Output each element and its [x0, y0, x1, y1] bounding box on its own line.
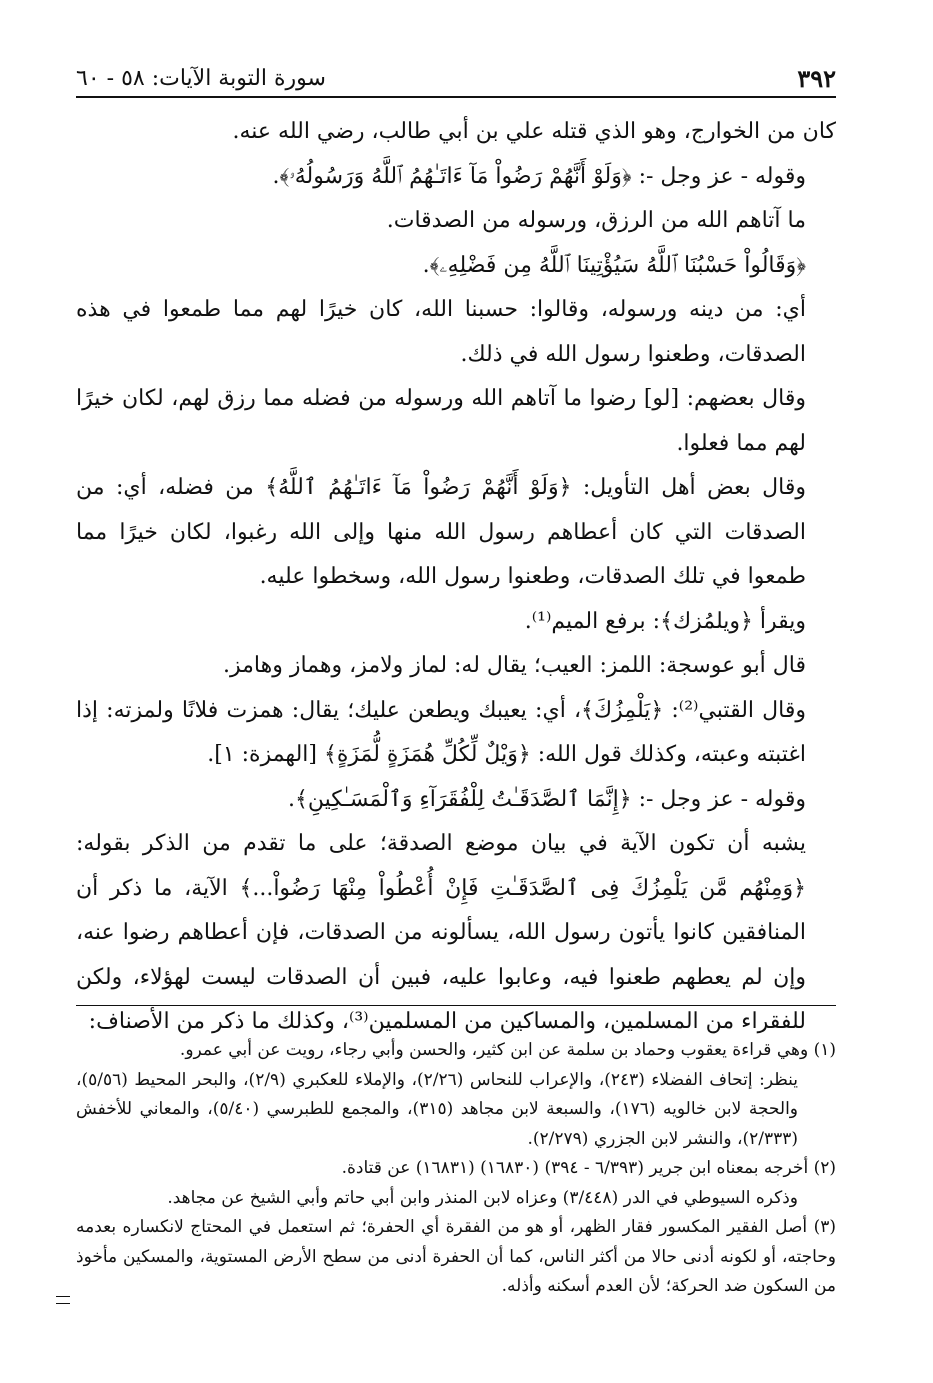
- body-paragraph: يشبه أن تكون الآية في بيان موضع الصدقة؛ على ما تقدم من الذكر بقوله: ﴿وَمِنْهُم مَّن يَلْمِزُكَ فِى ٱلصَّدَقَـٰتِ فَإِنْ أُعْطُواْ مِنْهَا رَضُواْ...﴾ الآية، ما ذكر أن المنافقين كانوا يأتون رسول الله، يسألونه من الصدقات، فإن أعطاهم رضوا عنه، وإن لم يعطهم طعنوا فيه، وعابوا عليه، فبين أن الصدقات ليست لهؤلاء، ولكن للفقراء من المسلمين، والمساكين من المسلمين⁽³⁾، وكذلك ما ذكر من الأصناف:: [76, 831, 806, 1034]
- footnote: (١) وهي قراءة يعقوب وحماد بن سلمة عن ابن كثير، والحسن وأبي رجاء، رويت عن أبي عمرو.: [179, 1040, 836, 1060]
- body-paragraph: وقوله - عز وجل -: ﴿وَلَوْ أَنَّهُمْ رَضُواْ مَآ ءَاتَـٰهُمُ ٱللَّهُ وَرَسُولُهُۥ﴾.: [272, 163, 806, 189]
- footnote: (٢) أخرجه بمعناه ابن جرير (٦/٣٩٣ - ٣٩٤) (١٦٨٣٠) (١٦٨٣١) عن قتادة.: [341, 1158, 836, 1178]
- footnote: (٣) أصل الفقير المكسور فقار الظهر، أو هو من الفقرة أي الحفرة؛ ثم استعمل في المحتاج لانكساره بعدمه وحاجته، أو لكونه أدنى حالا من أكثر الناس، كما أن الحفرة أدنى من سطح الأرض المستوية، والمسكين مأخوذ من السكون ضد الحركة؛ لأن العدم أسكنه وأذله.: [76, 1217, 836, 1296]
- page-number: ٣٩٢: [797, 64, 836, 93]
- body-paragraph: ويقرأ ﴿ويلمُزك﴾: برفع الميم⁽¹⁾.: [524, 608, 806, 634]
- body-paragraph: وقوله - عز وجل -: ﴿إِنَّمَا ٱلصَّدَقَـٰتُ لِلْفُقَرَآءِ وَٱلْمَسَـٰكِينِ﴾.: [288, 786, 806, 812]
- page-header: [76, 58, 836, 98]
- body-paragraph: وقال بعضهم: [لو] رضوا ما آتاهم الله ورسوله من فضله مما رزق لهم، لكان خيرًا لهم مما فعلوا.: [76, 386, 806, 456]
- body-paragraph: قال أبو عوسجة: اللمز: العيب؛ يقال له: لماز ولامز، وهماز وهامز.: [222, 653, 806, 678]
- footnotes: [76, 1005, 836, 1302]
- body-paragraph: ما آتاهم الله من الرزق، ورسوله من الصدقات.: [386, 208, 806, 233]
- body-paragraph: وقال القتبي⁽²⁾: ﴿يَلْمِزُكَ﴾، أي: يعيبك ويطعن عليك؛ يقال: همزت فلانًا ولمزته: إذا اغتبته وعبته، وكذلك قول الله: ﴿وَيْلٌ لِّكُلِّ هُمَزَةٍ لُّمَزَةٍ﴾ [الهمزة: ١].: [76, 697, 806, 767]
- footnote: ينظر: إتحاف الفضلاء (٢٤٣)، والإعراب للنحاس (٢/٢٦)، والإملاء للعكبري (٢/٩)، والبحر المحيط (٥/٥٦)، والحجة لابن خالويه (١٧٦)، والسبعة لابن مجاهد (٣١٥)، والمجمع للطبرسي (٥/٤٠)، والمعاني للأخفش (٢/٣٣٣)، والنشر لابن الجزري (٢/٢٧٩).: [76, 1069, 799, 1149]
- body-paragraph: ﴿وَقَالُواْ حَسْبُنَا ٱللَّهُ سَيُؤْتِينَا ٱللَّهُ مِن فَضْلِهِۦ﴾.: [422, 252, 806, 278]
- body-paragraph: وقال بعض أهل التأويل: ﴿وَلَوْ أَنَّهُمْ رَضُواْ مَآ ءَاتَـٰهُمُ ٱللَّهُ﴾ من فضله، أي: من الصدقات التي كان أعطاهم رسول الله منها وإلى الله رغبوا، لكان خيرًا مما طمعوا في تلك الصدقات، وطعنوا رسول الله، وسخطوا عليه.: [76, 475, 806, 589]
- surah-title: سورة التوبة الآيات: ٥٨ - ٦٠: [76, 66, 326, 91]
- page: [76, 58, 836, 1045]
- page-end-mark: [56, 1296, 70, 1304]
- body-paragraph: كان من الخوارج، وهو الذي قتله علي بن أبي طالب، رضي الله عنه.: [232, 119, 836, 144]
- body-paragraph: أي: من دينه ورسوله، وقالوا: حسبنا الله، كان خيرًا لهم مما طمعوا في هذه الصدقات، وطعنوا رسول الله في ذلك.: [76, 297, 806, 367]
- footnote: وذكره السيوطي في الدر (٣/٤٤٨) وعزاه لابن المنذر وابن أبي حاتم وأبي الشيخ عن مجاهد.: [167, 1187, 798, 1208]
- body-text: [76, 110, 836, 1045]
